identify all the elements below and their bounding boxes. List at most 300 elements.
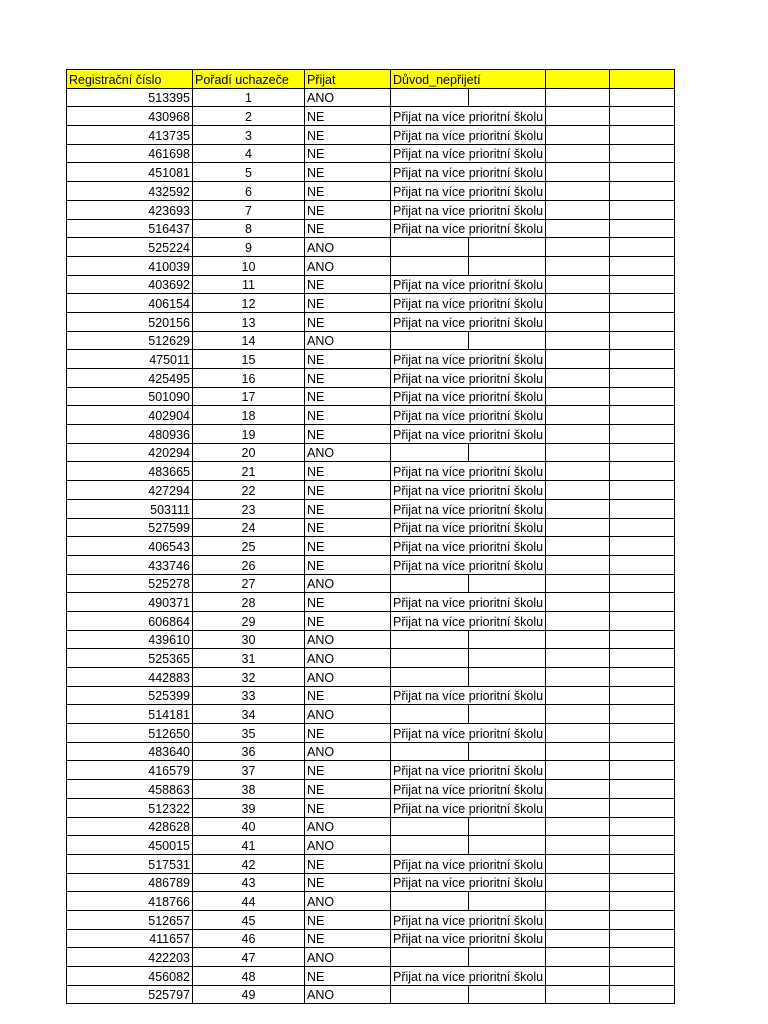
rejection-reason-cell: Přijat na více prioritní školu xyxy=(391,611,546,630)
empty-cell xyxy=(391,88,469,107)
empty-cell xyxy=(391,331,469,350)
admitted-cell: NE xyxy=(305,555,391,574)
registration-number-cell: 486789 xyxy=(67,873,193,892)
empty-cell xyxy=(546,256,610,275)
table-row xyxy=(67,107,675,126)
admitted-cell: ANO xyxy=(305,892,391,911)
registration-number-cell: 413735 xyxy=(67,126,193,145)
applicant-order-cell: 49 xyxy=(193,985,305,1004)
admitted-cell: NE xyxy=(305,499,391,518)
empty-cell xyxy=(391,836,469,855)
admitted-cell: NE xyxy=(305,611,391,630)
empty-cell xyxy=(391,443,469,462)
applicant-order-cell: 36 xyxy=(193,742,305,761)
applicant-order-cell: 33 xyxy=(193,686,305,705)
registration-number-cell: 416579 xyxy=(67,761,193,780)
empty-cell xyxy=(546,910,610,929)
empty-cell xyxy=(469,742,546,761)
empty-cell xyxy=(610,742,675,761)
registration-number-cell: 428628 xyxy=(67,817,193,836)
rejection-reason-cell: Přijat na více prioritní školu xyxy=(391,200,546,219)
table-row xyxy=(67,312,675,331)
empty-cell xyxy=(610,312,675,331)
admitted-cell: NE xyxy=(305,798,391,817)
table-row xyxy=(67,817,675,836)
applicant-order-cell: 30 xyxy=(193,630,305,649)
empty-cell xyxy=(546,929,610,948)
registration-number-cell: 433746 xyxy=(67,555,193,574)
registration-number-cell: 450015 xyxy=(67,836,193,855)
registration-number-cell: 483665 xyxy=(67,462,193,481)
table-row xyxy=(67,686,675,705)
empty-cell xyxy=(610,331,675,350)
empty-cell xyxy=(546,873,610,892)
rejection-reason-cell: Přijat na více prioritní školu xyxy=(391,686,546,705)
empty-cell xyxy=(610,985,675,1004)
table-row xyxy=(67,219,675,238)
applicant-order-cell: 13 xyxy=(193,312,305,331)
table-row xyxy=(67,126,675,145)
registration-number-cell: 480936 xyxy=(67,425,193,444)
empty-cell xyxy=(546,985,610,1004)
table-row xyxy=(67,443,675,462)
rejection-reason-cell: Přijat na více prioritní školu xyxy=(391,182,546,201)
empty-cell xyxy=(469,331,546,350)
table-row xyxy=(67,611,675,630)
table-row xyxy=(67,369,675,388)
admitted-cell: NE xyxy=(305,144,391,163)
applicant-order-cell: 8 xyxy=(193,219,305,238)
empty-cell xyxy=(546,88,610,107)
empty-cell xyxy=(546,649,610,668)
admitted-cell: NE xyxy=(305,518,391,537)
empty-cell xyxy=(469,817,546,836)
empty-cell xyxy=(546,144,610,163)
applicant-order-cell: 23 xyxy=(193,499,305,518)
admitted-cell: NE xyxy=(305,406,391,425)
applicant-order-cell: 5 xyxy=(193,163,305,182)
admitted-cell: ANO xyxy=(305,574,391,593)
applicant-order-cell: 43 xyxy=(193,873,305,892)
registration-number-cell: 516437 xyxy=(67,219,193,238)
empty-cell xyxy=(546,593,610,612)
empty-cell xyxy=(546,163,610,182)
table-row xyxy=(67,144,675,163)
empty-cell xyxy=(610,387,675,406)
registration-number-cell: 520156 xyxy=(67,312,193,331)
applicant-order-cell: 3 xyxy=(193,126,305,145)
empty-cell xyxy=(546,200,610,219)
table-body xyxy=(67,70,675,1004)
empty-cell xyxy=(610,200,675,219)
registration-number-cell: 513395 xyxy=(67,88,193,107)
admitted-cell: NE xyxy=(305,294,391,313)
applicant-order-cell: 32 xyxy=(193,668,305,687)
registration-number-cell: 503111 xyxy=(67,499,193,518)
admitted-cell: NE xyxy=(305,780,391,799)
table-row xyxy=(67,518,675,537)
empty-cell xyxy=(610,219,675,238)
admitted-cell: NE xyxy=(305,686,391,705)
applicant-order-cell: 22 xyxy=(193,481,305,500)
rejection-reason-cell: Přijat na více prioritní školu xyxy=(391,929,546,948)
admitted-cell: ANO xyxy=(305,630,391,649)
rejection-reason-cell: Přijat na více prioritní školu xyxy=(391,219,546,238)
admitted-cell: NE xyxy=(305,537,391,556)
applicant-order-cell: 4 xyxy=(193,144,305,163)
table-row xyxy=(67,481,675,500)
empty-cell xyxy=(469,256,546,275)
table-row xyxy=(67,555,675,574)
empty-cell xyxy=(610,294,675,313)
empty-cell xyxy=(610,481,675,500)
empty-cell xyxy=(610,948,675,967)
empty-cell xyxy=(391,256,469,275)
table-row xyxy=(67,668,675,687)
table-row xyxy=(67,929,675,948)
rejection-reason-cell: Přijat na více prioritní školu xyxy=(391,873,546,892)
empty-cell xyxy=(391,668,469,687)
empty-cell xyxy=(610,369,675,388)
applicant-order-cell: 45 xyxy=(193,910,305,929)
admitted-cell: NE xyxy=(305,312,391,331)
applicant-order-cell: 39 xyxy=(193,798,305,817)
empty-cell xyxy=(546,182,610,201)
registration-number-cell: 418766 xyxy=(67,892,193,911)
registration-number-cell: 517531 xyxy=(67,854,193,873)
empty-cell xyxy=(610,406,675,425)
applicant-order-cell: 19 xyxy=(193,425,305,444)
empty-cell xyxy=(469,630,546,649)
applicant-order-cell: 1 xyxy=(193,88,305,107)
applicant-order-cell: 38 xyxy=(193,780,305,799)
empty-cell xyxy=(546,630,610,649)
empty-cell xyxy=(469,836,546,855)
empty-cell xyxy=(610,705,675,724)
empty-cell xyxy=(391,649,469,668)
empty-cell xyxy=(610,88,675,107)
empty-cell xyxy=(391,238,469,257)
applicant-order-cell: 21 xyxy=(193,462,305,481)
empty-cell xyxy=(469,892,546,911)
rejection-reason-cell: Přijat na více prioritní školu xyxy=(391,275,546,294)
empty-cell xyxy=(610,836,675,855)
table-row xyxy=(67,350,675,369)
registration-number-cell: 525797 xyxy=(67,985,193,1004)
empty-cell xyxy=(610,724,675,743)
empty-cell xyxy=(546,443,610,462)
empty-cell xyxy=(546,294,610,313)
empty-cell xyxy=(391,630,469,649)
rejection-reason-cell: Přijat na více prioritní školu xyxy=(391,107,546,126)
rejection-reason-cell: Přijat na více prioritní školu xyxy=(391,854,546,873)
empty-cell xyxy=(546,798,610,817)
registration-number-cell: 402904 xyxy=(67,406,193,425)
header-rejection-reason: Důvod_nepřijetí xyxy=(391,70,546,89)
empty-cell xyxy=(610,593,675,612)
applicant-order-cell: 14 xyxy=(193,331,305,350)
empty-cell xyxy=(546,387,610,406)
empty-cell xyxy=(546,275,610,294)
rejection-reason-cell: Přijat na více prioritní školu xyxy=(391,967,546,986)
rejection-reason-cell: Přijat na více prioritní školu xyxy=(391,350,546,369)
empty-cell xyxy=(610,798,675,817)
empty-cell xyxy=(610,163,675,182)
empty-cell xyxy=(610,555,675,574)
empty-cell xyxy=(546,350,610,369)
admitted-cell: ANO xyxy=(305,256,391,275)
empty-cell xyxy=(469,985,546,1004)
registration-number-cell: 406154 xyxy=(67,294,193,313)
table-row xyxy=(67,724,675,743)
rejection-reason-cell: Přijat na více prioritní školu xyxy=(391,369,546,388)
table-row xyxy=(67,910,675,929)
table-row xyxy=(67,182,675,201)
empty-cell xyxy=(391,574,469,593)
table-row xyxy=(67,331,675,350)
empty-cell xyxy=(610,443,675,462)
rejection-reason-cell: Přijat na více prioritní školu xyxy=(391,518,546,537)
empty-cell xyxy=(391,817,469,836)
registration-number-cell: 420294 xyxy=(67,443,193,462)
admitted-cell: NE xyxy=(305,387,391,406)
applicant-order-cell: 18 xyxy=(193,406,305,425)
empty-cell xyxy=(546,406,610,425)
registration-number-cell: 461698 xyxy=(67,144,193,163)
admitted-cell: NE xyxy=(305,219,391,238)
empty-cell xyxy=(546,126,610,145)
registration-number-cell: 525224 xyxy=(67,238,193,257)
empty-cell xyxy=(469,574,546,593)
registration-number-cell: 527599 xyxy=(67,518,193,537)
registration-number-cell: 406543 xyxy=(67,537,193,556)
table-row xyxy=(67,275,675,294)
empty-cell xyxy=(391,948,469,967)
applicant-order-cell: 48 xyxy=(193,967,305,986)
registration-number-cell: 458863 xyxy=(67,780,193,799)
applicant-order-cell: 35 xyxy=(193,724,305,743)
header-admitted: Přijat xyxy=(305,70,391,89)
empty-cell xyxy=(546,854,610,873)
empty-cell xyxy=(546,312,610,331)
admitted-cell: ANO xyxy=(305,649,391,668)
empty-cell xyxy=(546,668,610,687)
empty-cell xyxy=(546,555,610,574)
empty-cell xyxy=(610,518,675,537)
empty-cell xyxy=(610,425,675,444)
registration-number-cell: 501090 xyxy=(67,387,193,406)
rejection-reason-cell: Přijat na více prioritní školu xyxy=(391,761,546,780)
admitted-cell: ANO xyxy=(305,985,391,1004)
empty-cell xyxy=(546,836,610,855)
applicant-order-cell: 15 xyxy=(193,350,305,369)
table-row xyxy=(67,294,675,313)
admitted-cell: NE xyxy=(305,350,391,369)
registration-number-cell: 432592 xyxy=(67,182,193,201)
empty-cell xyxy=(610,350,675,369)
table-row xyxy=(67,537,675,556)
empty-cell xyxy=(610,817,675,836)
empty-cell xyxy=(546,892,610,911)
rejection-reason-cell: Přijat na více prioritní školu xyxy=(391,537,546,556)
table-row xyxy=(67,780,675,799)
empty-cell xyxy=(546,611,610,630)
applicant-order-cell: 2 xyxy=(193,107,305,126)
admitted-cell: NE xyxy=(305,761,391,780)
table-row xyxy=(67,873,675,892)
admitted-cell: NE xyxy=(305,873,391,892)
empty-cell xyxy=(546,238,610,257)
admitted-cell: NE xyxy=(305,369,391,388)
empty-cell xyxy=(610,462,675,481)
applicant-order-cell: 12 xyxy=(193,294,305,313)
table-row xyxy=(67,163,675,182)
table-row xyxy=(67,200,675,219)
empty-cell xyxy=(546,761,610,780)
registration-number-cell: 514181 xyxy=(67,705,193,724)
admitted-cell: NE xyxy=(305,910,391,929)
empty-cell xyxy=(610,854,675,873)
rejection-reason-cell: Přijat na více prioritní školu xyxy=(391,724,546,743)
rejection-reason-cell: Přijat na více prioritní školu xyxy=(391,163,546,182)
empty-cell xyxy=(546,481,610,500)
empty-cell xyxy=(391,985,469,1004)
admitted-cell: NE xyxy=(305,182,391,201)
admitted-cell: NE xyxy=(305,107,391,126)
table-row xyxy=(67,256,675,275)
empty-cell xyxy=(610,574,675,593)
applicant-order-cell: 41 xyxy=(193,836,305,855)
empty-cell xyxy=(610,144,675,163)
admitted-cell: ANO xyxy=(305,238,391,257)
empty-cell xyxy=(546,107,610,126)
empty-cell xyxy=(610,873,675,892)
table-row xyxy=(67,499,675,518)
registration-number-cell: 422203 xyxy=(67,948,193,967)
table-row xyxy=(67,406,675,425)
empty-cell xyxy=(546,574,610,593)
applicant-order-cell: 34 xyxy=(193,705,305,724)
applicant-order-cell: 26 xyxy=(193,555,305,574)
empty-cell xyxy=(610,649,675,668)
empty-cell xyxy=(546,499,610,518)
empty-cell xyxy=(469,668,546,687)
admitted-cell: NE xyxy=(305,200,391,219)
rejection-reason-cell: Přijat na více prioritní školu xyxy=(391,425,546,444)
rejection-reason-cell: Přijat na více prioritní školu xyxy=(391,780,546,799)
applicant-order-cell: 31 xyxy=(193,649,305,668)
empty-cell xyxy=(610,967,675,986)
applicant-order-cell: 24 xyxy=(193,518,305,537)
empty-cell xyxy=(546,369,610,388)
applicant-order-cell: 47 xyxy=(193,948,305,967)
admitted-cell: NE xyxy=(305,481,391,500)
registration-number-cell: 423693 xyxy=(67,200,193,219)
empty-cell xyxy=(546,724,610,743)
admitted-cell: NE xyxy=(305,929,391,948)
admitted-cell: NE xyxy=(305,126,391,145)
rejection-reason-cell: Přijat na více prioritní školu xyxy=(391,387,546,406)
table-row xyxy=(67,985,675,1004)
applicant-order-cell: 20 xyxy=(193,443,305,462)
admitted-cell: ANO xyxy=(305,668,391,687)
header-empty-cell xyxy=(610,70,675,89)
registration-number-cell: 456082 xyxy=(67,967,193,986)
applicant-order-cell: 46 xyxy=(193,929,305,948)
registration-number-cell: 410039 xyxy=(67,256,193,275)
header-row xyxy=(67,70,675,89)
admitted-cell: NE xyxy=(305,275,391,294)
applicant-order-cell: 27 xyxy=(193,574,305,593)
empty-cell xyxy=(546,780,610,799)
table-row xyxy=(67,742,675,761)
empty-cell xyxy=(610,275,675,294)
applicant-order-cell: 40 xyxy=(193,817,305,836)
table-row xyxy=(67,88,675,107)
applicant-order-cell: 25 xyxy=(193,537,305,556)
empty-cell xyxy=(469,705,546,724)
rejection-reason-cell: Přijat na více prioritní školu xyxy=(391,144,546,163)
admitted-cell: ANO xyxy=(305,836,391,855)
table-row xyxy=(67,854,675,873)
admitted-cell: ANO xyxy=(305,443,391,462)
registration-number-cell: 490371 xyxy=(67,593,193,612)
empty-cell xyxy=(391,705,469,724)
applicant-order-cell: 7 xyxy=(193,200,305,219)
rejection-reason-cell: Přijat na více prioritní školu xyxy=(391,593,546,612)
table-row xyxy=(67,761,675,780)
empty-cell xyxy=(546,425,610,444)
registration-number-cell: 430968 xyxy=(67,107,193,126)
table-row xyxy=(67,630,675,649)
applicant-order-cell: 9 xyxy=(193,238,305,257)
rejection-reason-cell: Přijat na více prioritní školu xyxy=(391,481,546,500)
empty-cell xyxy=(469,948,546,967)
table-row xyxy=(67,462,675,481)
admitted-cell: NE xyxy=(305,967,391,986)
table-row xyxy=(67,574,675,593)
registration-number-cell: 512322 xyxy=(67,798,193,817)
applicant-order-cell: 44 xyxy=(193,892,305,911)
applicant-order-cell: 28 xyxy=(193,593,305,612)
applicant-order-cell: 16 xyxy=(193,369,305,388)
empty-cell xyxy=(610,929,675,948)
empty-cell xyxy=(610,892,675,911)
table-row xyxy=(67,425,675,444)
rejection-reason-cell: Přijat na více prioritní školu xyxy=(391,462,546,481)
applicant-order-cell: 37 xyxy=(193,761,305,780)
registration-number-cell: 512657 xyxy=(67,910,193,929)
table-row xyxy=(67,387,675,406)
empty-cell xyxy=(610,630,675,649)
empty-cell xyxy=(546,742,610,761)
admitted-cell: ANO xyxy=(305,742,391,761)
empty-cell xyxy=(469,443,546,462)
empty-cell xyxy=(546,331,610,350)
applicant-order-cell: 6 xyxy=(193,182,305,201)
empty-cell xyxy=(469,238,546,257)
empty-cell xyxy=(610,499,675,518)
admitted-cell: NE xyxy=(305,854,391,873)
registration-number-cell: 403692 xyxy=(67,275,193,294)
empty-cell xyxy=(610,537,675,556)
admitted-cell: ANO xyxy=(305,817,391,836)
applicant-order-cell: 11 xyxy=(193,275,305,294)
empty-cell xyxy=(610,256,675,275)
table-row xyxy=(67,892,675,911)
admitted-cell: ANO xyxy=(305,331,391,350)
registration-number-cell: 425495 xyxy=(67,369,193,388)
